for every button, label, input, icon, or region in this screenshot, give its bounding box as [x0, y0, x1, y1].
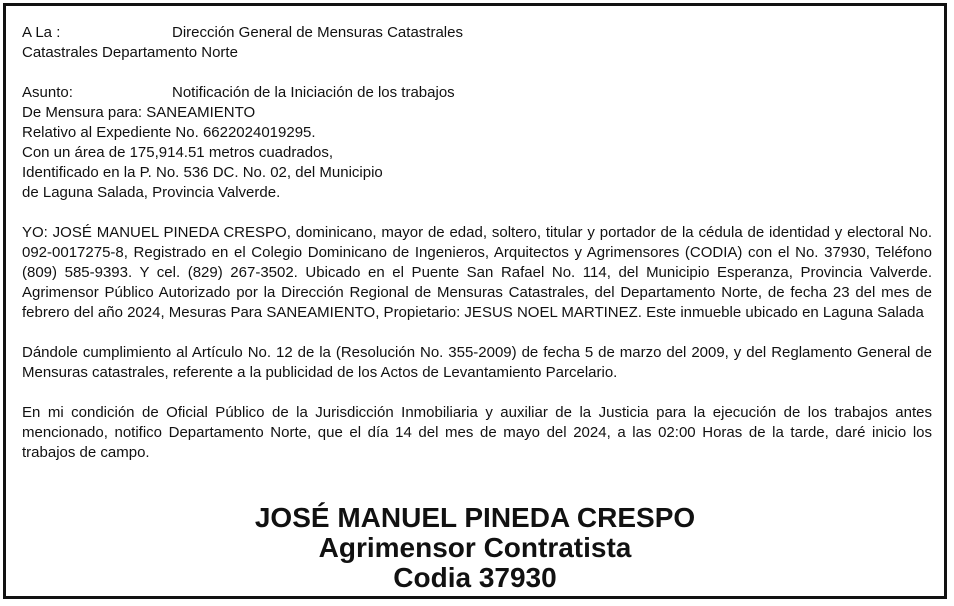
- identity-paragraph: YO: JOSÉ MANUEL PINEDA CRESPO, dominicano, mayor de edad, soltero, titular y portador de la cédula de identidad y electoral No. 092-0017275-8, Registrado en el Colegio Dominicano de Ingenieros, Arquitectos y Agrimensores (CODIA) con el No. 37930, Teléfono (809) 585-9393. Y cel. (829) 267-3502. Ubicado en el Puente San Rafael No. 114, del Municipio Esperanza, Provincia Valverde. Agrimensor Público Autorizado por la Dirección Regional de Mensuras Catastrales, del Departamento Norte, de fecha 23 del mes de febrero del año 2024, Mesuras Para SANEAMIENTO, Propietario: JESUS NOEL MARTINEZ. Este inmueble ubicado en Laguna Salada: [22, 224, 932, 321]
- spacer: [22, 383, 932, 403]
- subject-detail-area: Con un área de 175,914.51 metros cuadrados,: [22, 144, 334, 161]
- signatory-codia: Codia 37930: [393, 562, 557, 593]
- notice-body: [22, 23, 932, 463]
- notice-border: [3, 3, 947, 599]
- spacer: [22, 203, 932, 223]
- signatory-name: JOSÉ MANUEL PINEDA CRESPO: [254, 502, 696, 533]
- subject-detail-file: Relativo al Expediente No. 6622024019295.: [22, 124, 316, 141]
- subject-value: Notificación de la Iniciación de los trabajos: [172, 84, 455, 101]
- subject-label: Asunto:: [22, 84, 73, 101]
- signature-block: [6, 503, 944, 593]
- signatory-title: Agrimensor Contratista: [318, 532, 632, 563]
- spacer: [22, 323, 932, 343]
- spacer: [22, 63, 932, 83]
- recipient-label: A La :: [22, 24, 61, 41]
- recipient-line: [22, 23, 932, 43]
- recipient-value: Dirección General de Mensuras Catastrales: [172, 24, 463, 41]
- subject-detail-location: de Laguna Salada, Provincia Valverde.: [22, 184, 281, 201]
- compliance-paragraph: Dándole cumplimiento al Artículo No. 12 de la (Resolución No. 355-2009) de fecha 5 de marzo del 2009, y del Reglamento General de Mensuras catastrales, referente a la publicidad de los Actos de Levantamiento Parcelario.: [22, 344, 932, 381]
- subject-line: [22, 83, 932, 103]
- subject-detail-survey: De Mensura para: SANEAMIENTO: [22, 104, 256, 121]
- notification-paragraph: En mi condición de Oficial Público de la Jurisdicción Inmobiliaria y auxiliar de la Justicia para la ejecución de los trabajos antes mencionado, notifico Departamento Norte, que el día 14 del mes de mayo del 2024, a las 02:00 Horas de la tarde, daré inicio los trabajos de campo.: [22, 404, 932, 461]
- subject-detail-parcel: Identificado en la P. No. 536 DC. No. 02, del Municipio: [22, 164, 383, 181]
- recipient-continuation: Catastrales Departamento Norte: [22, 44, 238, 61]
